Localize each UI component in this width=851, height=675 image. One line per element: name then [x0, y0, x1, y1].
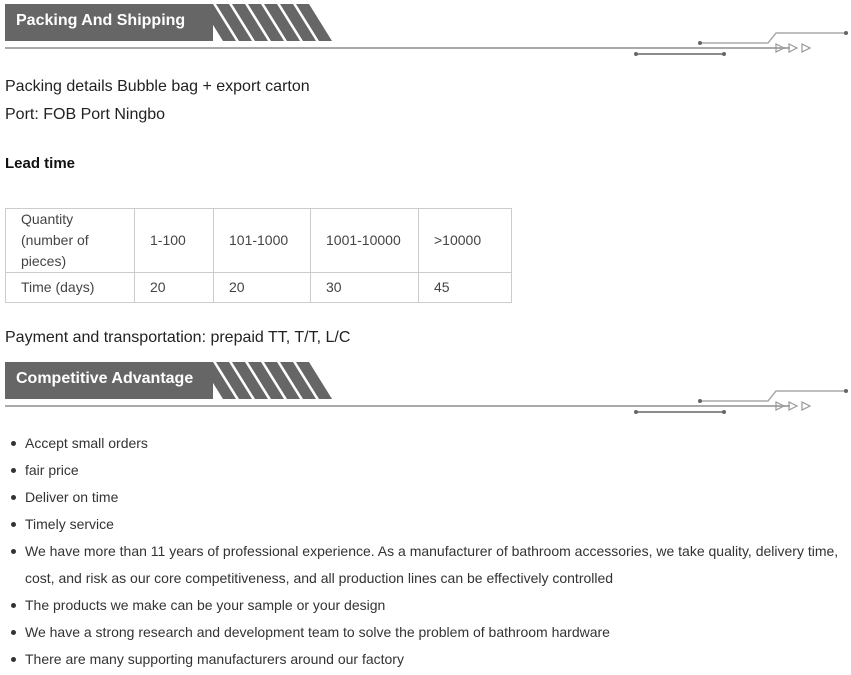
- advantage-list: [0, 430, 846, 673]
- list-item: [0, 430, 846, 457]
- table-cell: 30: [311, 273, 419, 303]
- table-cell: 1-100: [135, 209, 214, 273]
- table-cell: >10000: [419, 209, 512, 273]
- list-item-text: Timely service: [25, 516, 114, 532]
- list-item: [0, 592, 846, 619]
- table-cell: 1001-10000: [311, 209, 419, 273]
- list-item-text: fair price: [25, 462, 79, 478]
- list-item-text: There are many supporting manufacturers around our factory: [25, 651, 404, 667]
- section-title: Competitive Advantage: [16, 370, 194, 387]
- list-item-text: Deliver on time: [25, 489, 119, 505]
- section-banner-advantage: [0, 358, 851, 420]
- banner-decoration: [0, 0, 851, 62]
- list-item: [0, 511, 846, 538]
- list-item-text: Accept small orders: [25, 435, 148, 451]
- bullet-icon: [11, 495, 16, 500]
- table-cell: 45: [419, 273, 512, 303]
- section-title: Packing And Shipping: [16, 12, 186, 29]
- lead-time-table: [5, 208, 512, 303]
- packing-details: Packing details Bubble bag + export carton: [5, 78, 310, 95]
- table-cell: 20: [214, 273, 311, 303]
- bullet-icon: [11, 522, 16, 527]
- bullet-icon: [11, 441, 16, 446]
- lead-time-heading: Lead time: [5, 155, 76, 172]
- table-cell: 101-1000: [214, 209, 311, 273]
- list-item: [0, 646, 846, 673]
- list-item: [0, 619, 846, 646]
- table-cell: 20: [135, 273, 214, 303]
- table-cell: Quantity (number of pieces): [6, 209, 135, 273]
- list-item-text: We have a strong research and development team to solve the problem of bathroom hardware: [25, 624, 610, 640]
- list-item: [0, 484, 846, 511]
- bullet-icon: [11, 657, 16, 662]
- list-item: [0, 538, 846, 592]
- list-item-text: The products we make can be your sample or your design: [25, 597, 386, 613]
- table-row: [6, 209, 512, 273]
- bullet-icon: [11, 468, 16, 473]
- list-item-text: We have more than 11 years of professional experience. As a manufacturer of bathroom accessories, we take quality, delivery time, cost, and risk as our core competitiveness, and all production lines can be effectively controlled: [25, 543, 839, 586]
- table-cell: Time (days): [6, 273, 135, 303]
- table-row: [6, 273, 512, 303]
- bullet-icon: [11, 603, 16, 608]
- payment-info: Payment and transportation: prepaid TT, T/T, L/C: [5, 329, 351, 346]
- port-info: Port: FOB Port Ningbo: [5, 106, 166, 123]
- bullet-icon: [11, 630, 16, 635]
- banner-decoration: [0, 358, 851, 420]
- section-banner-packing: [0, 0, 851, 62]
- bullet-icon: [11, 549, 16, 554]
- list-item: [0, 457, 846, 484]
